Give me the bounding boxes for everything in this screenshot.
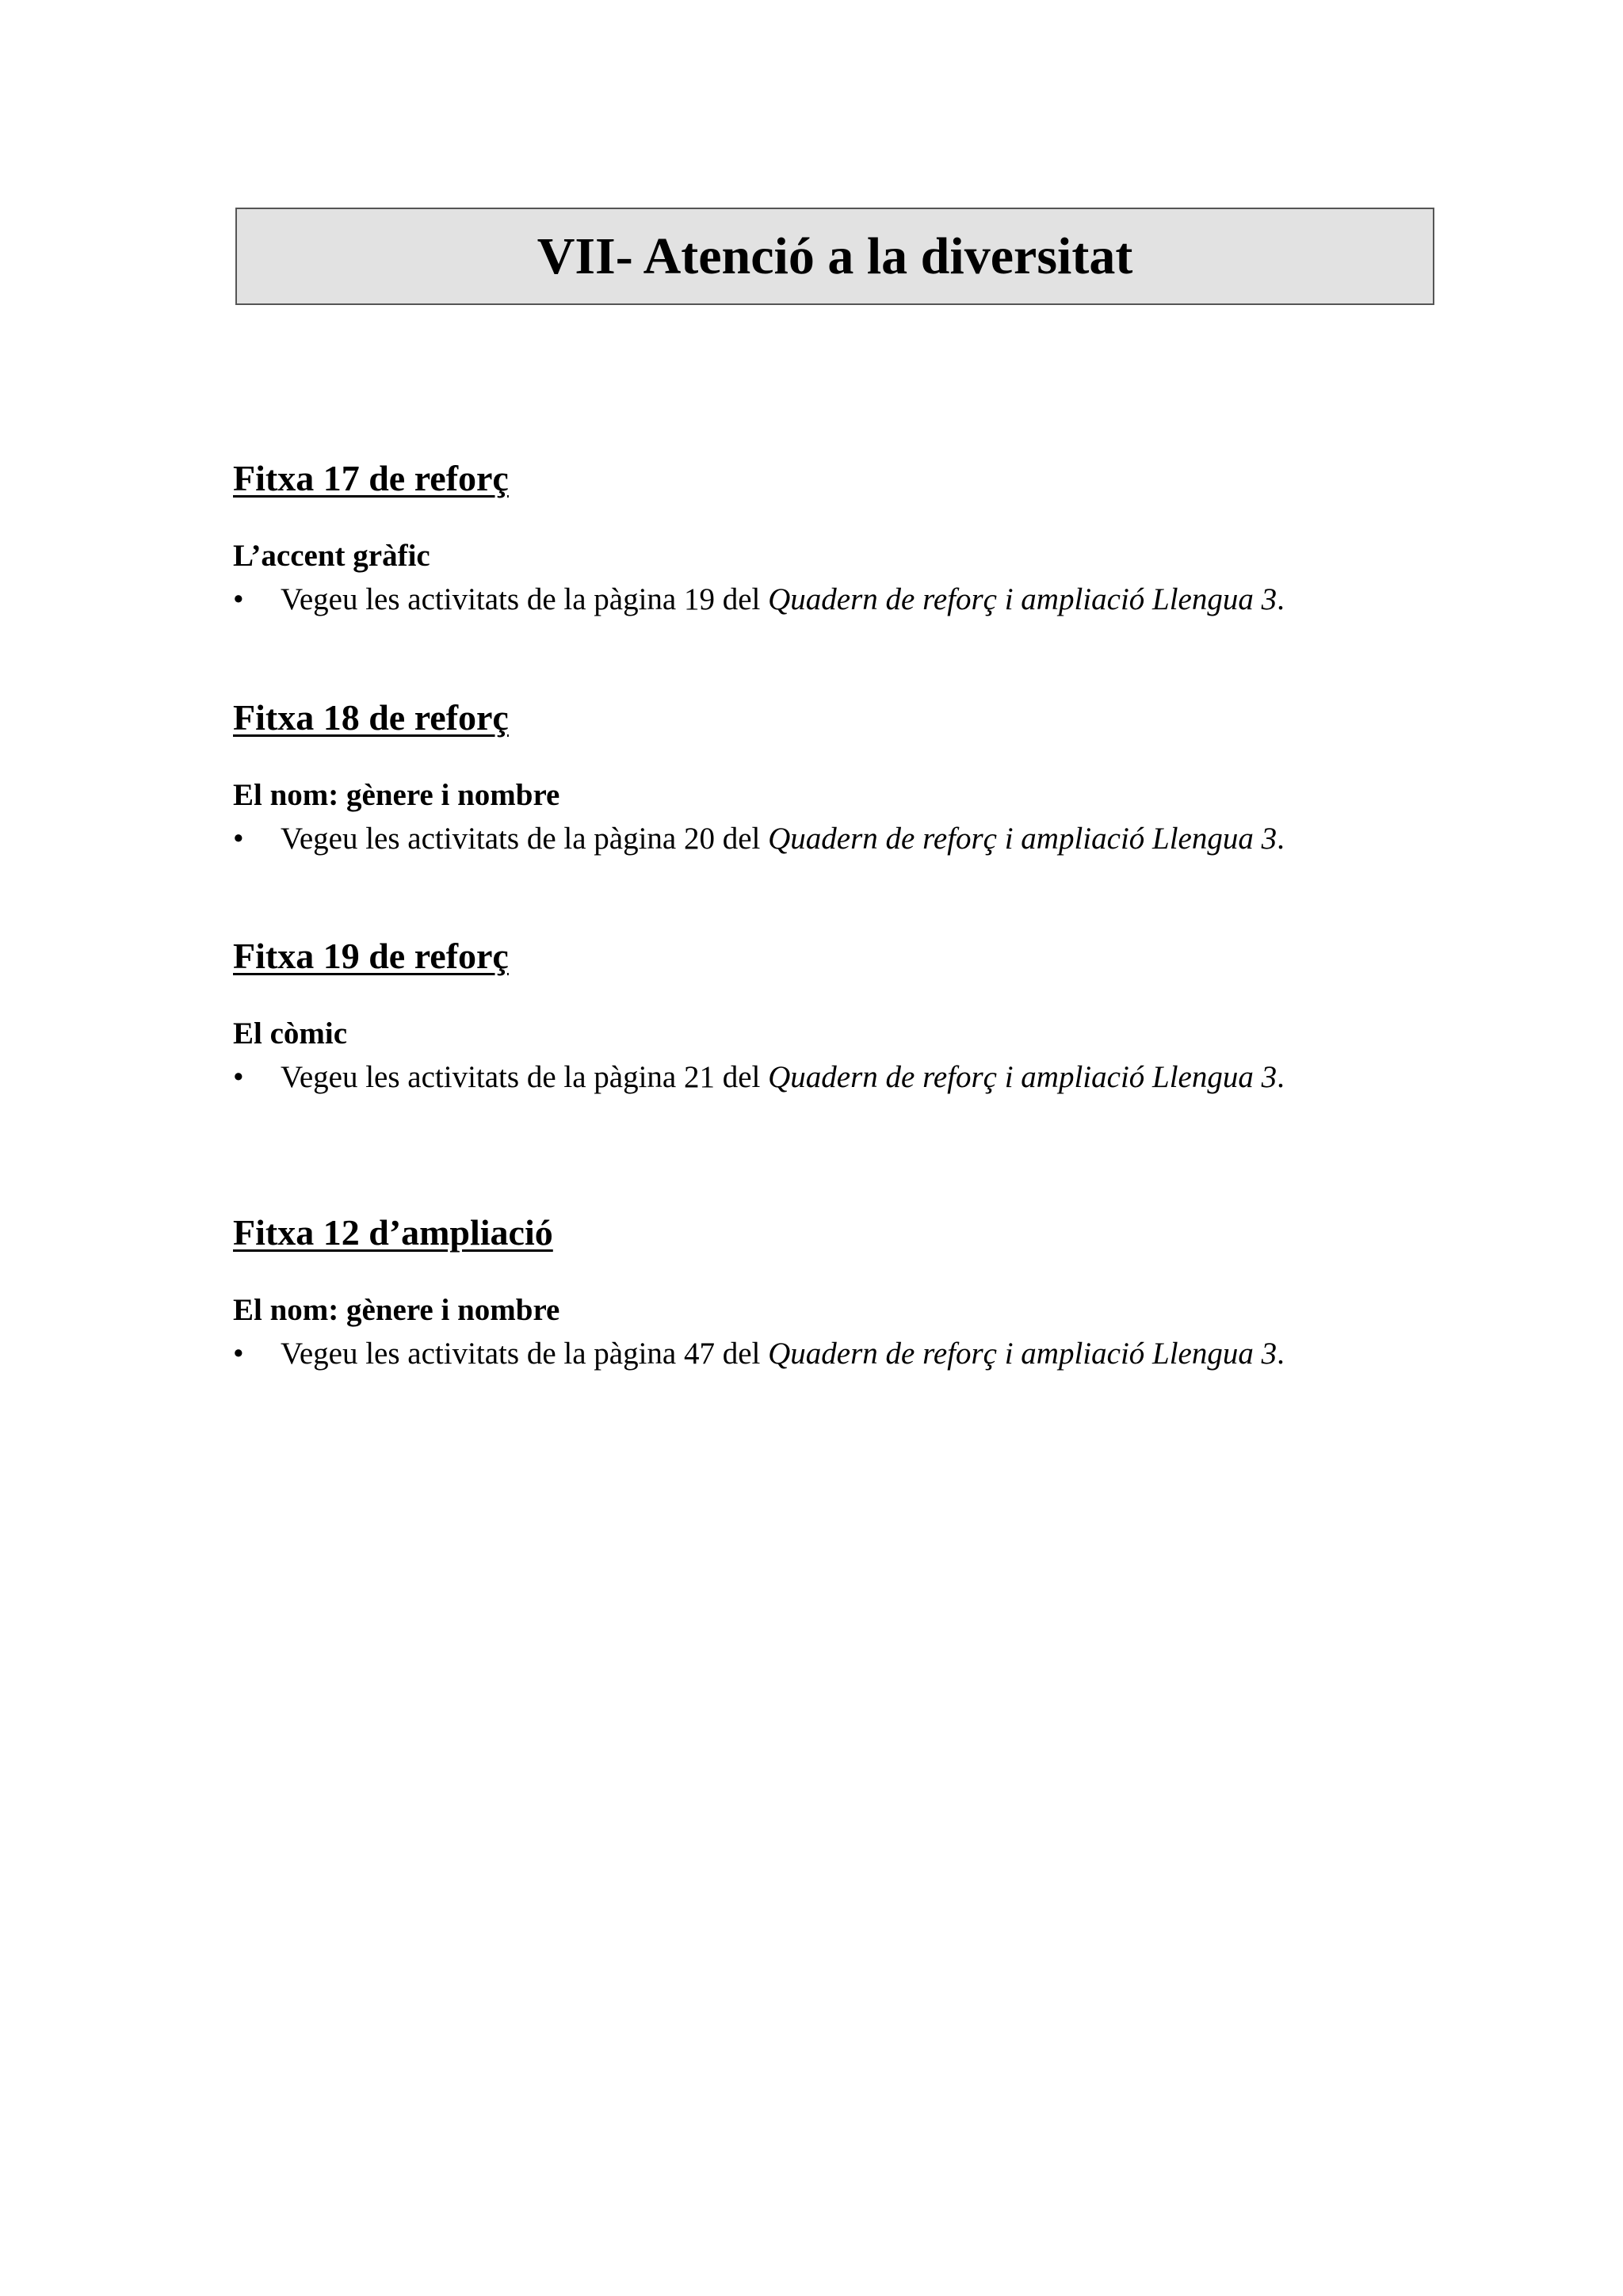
section-subheading: L’accent gràfic	[233, 539, 430, 573]
section-subheading: El nom: gènere i nombre	[233, 1293, 560, 1327]
bullet-icon: •	[233, 822, 244, 856]
section-heading: Fitxa 12 d’ampliació	[233, 1212, 553, 1253]
section-fitxa-19	[233, 936, 1501, 1094]
section-fitxa-12	[233, 1212, 1501, 1371]
section-fitxa-17	[233, 458, 1501, 616]
list-item-text: Vegeu les activitats de la pàgina 21 del Quadern de reforç i ampliació Llengua 3.	[281, 1060, 1285, 1094]
section-heading: Fitxa 19 de reforç	[233, 936, 509, 976]
section-subheading: El còmic	[233, 1016, 348, 1051]
bullet-icon: •	[233, 582, 244, 616]
section-heading: Fitxa 18 de reforç	[233, 697, 509, 738]
bullet-icon: •	[233, 1060, 244, 1094]
page-title: VII- Atenció a la diversitat	[537, 227, 1133, 285]
section-fitxa-18	[233, 697, 1501, 856]
title-box	[235, 208, 1434, 305]
list-item-text: Vegeu les activitats de la pàgina 47 del Quadern de reforç i ampliació Llengua 3.	[281, 1337, 1285, 1371]
bullet-icon: •	[233, 1337, 244, 1371]
section-heading: Fitxa 17 de reforç	[233, 458, 509, 498]
section-subheading: El nom: gènere i nombre	[233, 778, 560, 812]
list-item-text: Vegeu les activitats de la pàgina 20 del Quadern de reforç i ampliació Llengua 3.	[281, 822, 1285, 856]
list-item-text: Vegeu les activitats de la pàgina 19 del Quadern de reforç i ampliació Llengua 3.	[281, 582, 1285, 616]
